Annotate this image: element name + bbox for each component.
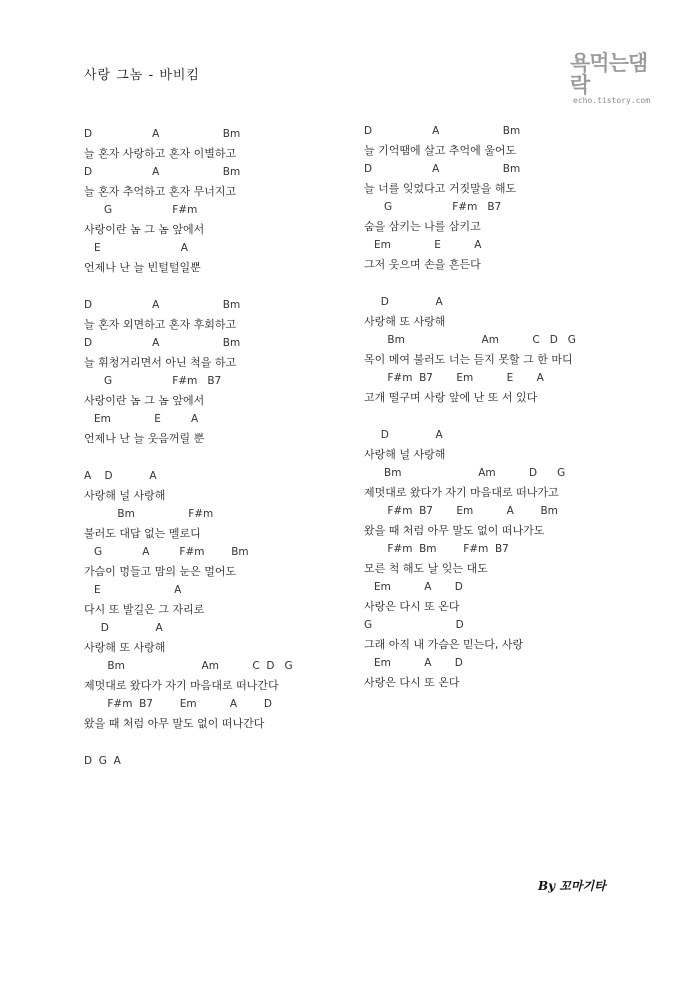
lyric-line: 늘 혼자 추억하고 혼자 무너지고 (84, 185, 237, 198)
blank-line (84, 733, 293, 752)
chord-line: G F#m B7 (364, 201, 502, 213)
chord-line: Em E A (84, 413, 199, 425)
lyric-line: 늘 휘청거리면서 아닌 척을 하고 (84, 356, 237, 369)
author-signature: By 꼬마기타 (538, 879, 606, 893)
chord-line: G D (364, 619, 464, 631)
chord-line: D A Bm (364, 163, 521, 175)
chord-line: D A Bm (364, 125, 521, 137)
logo-url: echo.tistory.com (573, 96, 651, 105)
blank-line (364, 274, 576, 293)
chord-line: Bm F#m (84, 508, 214, 520)
lyric-line: 모른 척 해도 날 잊는 대도 (364, 562, 488, 575)
lyric-line: 고개 떨구며 사랑 앞에 난 또 서 있다 (364, 391, 538, 404)
chord-line: G A F#m Bm (84, 546, 249, 558)
chord-line: F#m B7 Em A Bm (364, 505, 558, 517)
chord-line: D A Bm (84, 299, 241, 311)
song-title: 사랑 그놈 - 바비킴 (84, 68, 200, 83)
lyric-line: 늘 기억땜에 살고 추억에 울어도 (364, 144, 517, 157)
chord-line: D A Bm (84, 128, 241, 140)
lyric-line: 가슴이 멍들고 맘의 눈은 멀어도 (84, 565, 237, 578)
chord-line: D A (364, 296, 443, 308)
lyric-line: 사랑은 다시 또 온다 (364, 676, 460, 689)
chord-line: E A (84, 584, 182, 596)
chord-line: Em A D (364, 581, 463, 593)
lyric-line: 다시 또 발길은 그 자리로 (84, 603, 205, 616)
lyric-line: 목이 메여 불러도 너는 듣지 못할 그 한 마디 (364, 353, 573, 366)
blank-line (84, 277, 293, 296)
chord-line: G F#m B7 (84, 375, 222, 387)
chord-line: F#m Bm F#m B7 (364, 543, 509, 555)
chord-line: F#m B7 Em A D (84, 698, 272, 710)
lyric-line: 그저 웃으며 손을 흔든다 (364, 258, 481, 271)
chord-line: Em E A (364, 239, 482, 251)
lyric-line: 왔을 때 처럼 아무 말도 없이 떠나가도 (364, 524, 545, 537)
lyrics-column-left (84, 125, 293, 771)
blank-line (364, 407, 576, 426)
blank-line (84, 448, 293, 467)
lyric-line: 불러도 대답 없는 멜로디 (84, 527, 201, 540)
chord-line: F#m B7 Em E A (364, 372, 544, 384)
site-logo (570, 52, 660, 106)
chord-line: Bm Am C D G (364, 334, 576, 346)
chord-line: Em A D (364, 657, 463, 669)
chord-line: Bm Am D G (364, 467, 566, 479)
lyric-line: 늘 혼자 사랑하고 혼자 이별하고 (84, 147, 237, 160)
chord-line: A D A (84, 470, 157, 482)
lyric-line: 그래 아직 내 가슴은 믿는다, 사랑 (364, 638, 524, 651)
lyric-line: 사랑해 또 사랑해 (84, 641, 166, 654)
lyric-line: 사랑해 널 사랑해 (364, 448, 446, 461)
chord-line: G F#m (84, 204, 198, 216)
chord-line: D G A (84, 755, 121, 767)
lyric-line: 늘 혼자 외면하고 혼자 후회하고 (84, 318, 237, 331)
lyric-line: 늘 너를 잊었다고 거짓말을 해도 (364, 182, 517, 195)
lyric-line: 제멋대로 왔다가 자기 마음대로 떠나간다 (84, 679, 279, 692)
chord-line: D A Bm (84, 337, 241, 349)
lyric-line: 언제나 난 늘 빈털털일뿐 (84, 261, 201, 274)
chord-line: D A Bm (84, 166, 241, 178)
lyric-line: 왔을 때 처럼 아무 말도 없이 떠나간다 (84, 717, 265, 730)
logo-text: 욕먹는댐락 (570, 51, 648, 97)
lyric-line: 사랑이란 놈 그 놈 앞에서 (84, 394, 205, 407)
lyric-line: 숨을 삼키는 나를 삼키고 (364, 220, 481, 233)
lyric-line: 제멋대로 왔다가 자기 마음대로 떠나가고 (364, 486, 559, 499)
chord-line: D A (84, 622, 163, 634)
chord-line: E A (84, 242, 188, 254)
chord-line: Bm Am C D G (84, 660, 293, 672)
lyric-line: 언제나 난 늘 웃음꺼릴 뿐 (84, 432, 205, 445)
lyric-line: 사랑은 다시 또 온다 (364, 600, 460, 613)
lyric-line: 사랑해 널 사랑해 (84, 489, 166, 502)
lyric-line: 사랑이란 놈 그 놈 앞에서 (84, 223, 205, 236)
chord-line: D A (364, 429, 443, 441)
lyric-line: 사랑해 또 사랑해 (364, 315, 446, 328)
lyrics-column-right (364, 122, 576, 692)
